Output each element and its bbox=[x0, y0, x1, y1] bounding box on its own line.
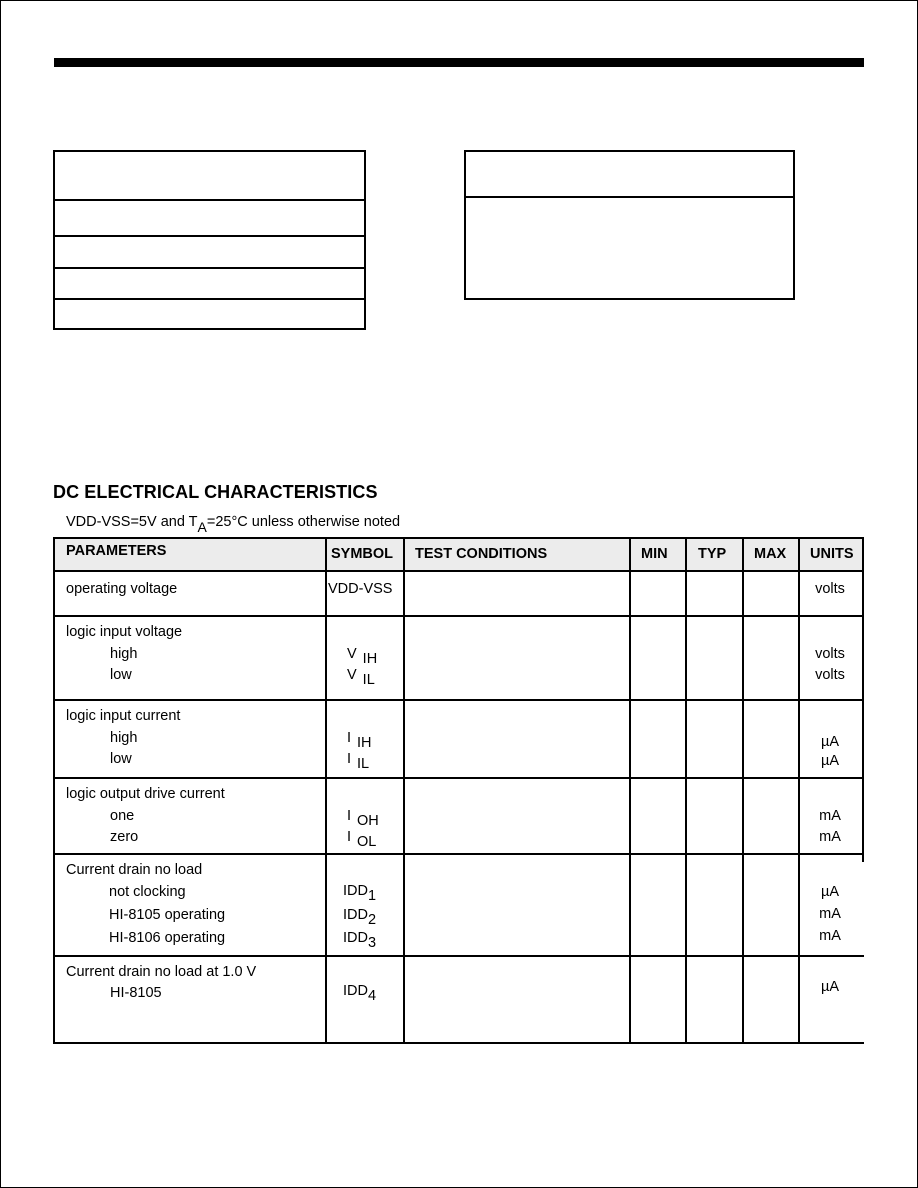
symbol-main: V bbox=[347, 646, 357, 662]
header-units: UNITS bbox=[810, 546, 854, 562]
units-cell: µA bbox=[820, 734, 840, 750]
param-sub-label: high bbox=[110, 646, 138, 662]
param-sub-label: one bbox=[110, 808, 135, 824]
note-subscript: A bbox=[197, 519, 207, 535]
symbol-iol bbox=[347, 829, 377, 850]
symbol-main: IDD bbox=[343, 907, 368, 923]
symbol-vdd-vss: VDD-VSS bbox=[328, 581, 393, 597]
box-divider bbox=[55, 199, 364, 201]
table-column-rule bbox=[685, 537, 687, 1044]
symbol-main: I bbox=[347, 751, 352, 767]
param-logic-output-drive-current: logic output drive current bbox=[66, 786, 225, 802]
param-sub-label: zero bbox=[110, 829, 139, 845]
units-cell: mA bbox=[819, 928, 841, 944]
param-sub-label: low bbox=[110, 667, 132, 683]
symbol-idd2 bbox=[343, 907, 377, 928]
box-divider bbox=[55, 267, 364, 269]
symbol-iil bbox=[347, 751, 370, 772]
note-suffix: =25°C unless otherwise noted bbox=[206, 514, 401, 530]
symbol-vil bbox=[347, 667, 375, 688]
dc-characteristics-table bbox=[53, 537, 864, 1044]
header-max: MAX bbox=[754, 546, 787, 562]
symbol-main: I bbox=[347, 730, 352, 746]
param-sub-label: HI-8106 operating bbox=[109, 930, 226, 946]
symbol-subscript: 4 bbox=[367, 988, 377, 1004]
units-cell: volts bbox=[815, 581, 845, 597]
symbol-main: IDD bbox=[343, 983, 368, 999]
table-column-rule bbox=[798, 537, 800, 1044]
box-divider bbox=[55, 298, 364, 300]
symbol-main: I bbox=[347, 829, 352, 845]
table-column-rule bbox=[325, 537, 327, 1044]
param-operating-voltage: operating voltage bbox=[66, 581, 178, 597]
box-divider bbox=[466, 196, 793, 198]
units-cell: volts bbox=[815, 667, 845, 683]
symbol-ioh bbox=[347, 808, 379, 829]
symbol-main: IDD bbox=[343, 883, 368, 899]
units-cell: mA bbox=[819, 906, 841, 922]
symbol-subscript: IH bbox=[357, 735, 372, 751]
section-note bbox=[66, 514, 400, 535]
symbol-vih bbox=[347, 646, 378, 667]
param-sub-label: high bbox=[110, 730, 138, 746]
symbol-subscript: 1 bbox=[367, 888, 377, 904]
symbol-main: I bbox=[347, 808, 352, 824]
param-current-drain-1v: Current drain no load at 1.0 V bbox=[66, 964, 257, 980]
box-divider bbox=[55, 235, 364, 237]
param-logic-input-voltage: logic input voltage bbox=[66, 624, 183, 640]
header-symbol: SYMBOL bbox=[331, 546, 394, 562]
units-cell: volts bbox=[815, 646, 845, 662]
units-cell: mA bbox=[819, 808, 841, 824]
symbol-idd3 bbox=[343, 930, 377, 951]
table-column-rule bbox=[862, 537, 864, 862]
symbol-subscript: 2 bbox=[367, 912, 377, 928]
param-sub-label: low bbox=[110, 751, 132, 767]
top-rule bbox=[54, 58, 864, 67]
param-sub-label: not clocking bbox=[109, 884, 186, 900]
symbol-iih bbox=[347, 730, 372, 751]
symbol-main: V bbox=[347, 667, 357, 683]
units-cell: mA bbox=[819, 829, 841, 845]
symbol-subscript: OH bbox=[357, 813, 379, 829]
section-title: DC ELECTRICAL CHARACTERISTICS bbox=[53, 482, 378, 502]
symbol-idd4 bbox=[343, 983, 377, 1004]
symbol-subscript: IH bbox=[362, 651, 378, 667]
header-parameters: PARAMETERS bbox=[66, 543, 167, 559]
param-logic-input-current: logic input current bbox=[66, 708, 181, 724]
table-column-rule bbox=[629, 537, 631, 1044]
units-cell: µA bbox=[820, 979, 840, 995]
empty-box-left bbox=[53, 150, 366, 330]
param-sub-label: HI-8105 operating bbox=[109, 907, 226, 923]
table-column-rule bbox=[53, 537, 55, 1044]
table-column-rule bbox=[403, 537, 405, 1044]
table-column-rule bbox=[742, 537, 744, 1044]
header-min: MIN bbox=[641, 546, 668, 562]
param-current-drain-no-load: Current drain no load bbox=[66, 862, 203, 878]
symbol-main: IDD bbox=[343, 930, 368, 946]
param-sub-label: HI-8105 bbox=[110, 985, 162, 1001]
symbol-subscript: IL bbox=[362, 672, 375, 688]
symbol-idd1 bbox=[343, 883, 377, 904]
symbol-subscript: 3 bbox=[367, 935, 377, 951]
symbol-subscript: IL bbox=[357, 756, 370, 772]
symbol-subscript: OL bbox=[357, 834, 377, 850]
note-prefix: VDD-VSS=5V and T bbox=[66, 514, 198, 530]
units-cell: µA bbox=[820, 884, 840, 900]
empty-box-right bbox=[464, 150, 795, 300]
header-test-conditions: TEST CONDITIONS bbox=[415, 546, 548, 562]
header-typ: TYP bbox=[698, 546, 727, 562]
units-cell: µA bbox=[820, 753, 840, 769]
